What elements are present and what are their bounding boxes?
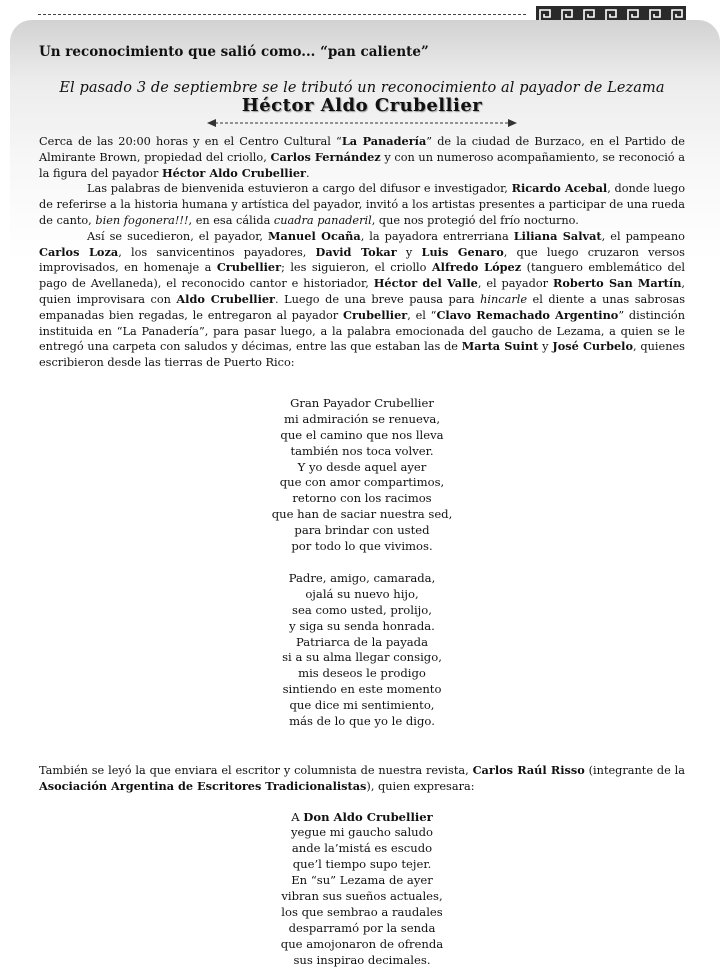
top-dashed-rule [38, 14, 526, 15]
poem-decimas-1 [39, 396, 685, 730]
poem-line: desparramó por la senda [288, 920, 436, 935]
poem-line: también nos toca volver. [290, 443, 434, 458]
poem-line: y siga su senda honrada. [289, 618, 435, 633]
poem-line: yegue mi gaucho saludo [290, 825, 434, 840]
poem-line: que el camino que nos lleva [280, 427, 444, 442]
article-body [39, 134, 685, 371]
poem-line: Patriarca de la payada [295, 634, 429, 649]
poem-line: Gran Payador Crubellier [290, 395, 434, 410]
article-headline: Un reconocimiento que salió como... “pan caliente” [39, 44, 429, 60]
honoree-name: Héctor Aldo Crubellier [241, 95, 483, 116]
poem-line: más de lo que yo le digo. [289, 714, 435, 729]
poem-line: sintiendo en este momento [282, 682, 442, 697]
poem-line: que han de saciar nuestra sed, [271, 507, 453, 522]
poem-line: mi admiración se renueva, [283, 411, 441, 426]
poem-line: retorno con los racimos [292, 491, 432, 506]
article-subhead: El pasado 3 de septiembre se le tributó un reconocimiento al payador de Lezama [59, 80, 665, 96]
poem-line: ojalá su nuevo hijo, [305, 586, 419, 601]
poem-line: Y yo desde aquel ayer [297, 459, 427, 474]
poem-line: que amojonaron de ofrenda [280, 936, 444, 951]
poem-line: que con amor compartimos, [279, 475, 445, 490]
paragraph-1: Cerca de las 20:00 horas y en el Centro Cultural “La Panadería” de la ciudad de Burzaco, en el Partido de Almirante Brown, propiedad del criollo, Carlos Fernández y con un numeroso acompañamiento, se reconoció a la figura del payador Héctor Aldo Crubellier. [39, 134, 685, 180]
poem-line: Padre, amigo, camarada, [288, 570, 436, 585]
poem-decima-risso [39, 810, 685, 969]
article-content [39, 44, 685, 969]
poem-line: sea como usted, prolijo, [292, 602, 432, 617]
poem-line: los que sembrao a raudales [281, 905, 443, 919]
poem-line: sus inspirao decimales. [293, 952, 431, 967]
paragraph-4: También se leyó la que enviara el escritor y columnista de nuestra revista, Carlos Raúl Risso (integrante de la Asociación Argentina de Escritores Tradicionalistas), quien expresara: [39, 762, 685, 793]
poem-line: para brindar con usted [294, 523, 430, 538]
poem-line: ande la’mistá es escudo [291, 841, 433, 856]
double-arrow-divider [207, 118, 517, 128]
poem-line: si a su alma llegar consigo, [282, 650, 442, 665]
paragraph-2: Las palabras de bienvenida estuvieron a cargo del difusor e investigador, Ricardo Acebal, donde luego de referirse a la historia humana y artística del payador, invitó a los artistas presentes a participar de una rueda de canto, bien fogonera!!!, en esa cálida cuadra panaderil, que nos protegió del frío nocturno. [39, 181, 685, 227]
poem-stanza-1 [39, 396, 685, 555]
paragraph-3: Así se sucedieron, el payador, Manuel Ocaña, la payadora entrerriana Liliana Salvat, el pampeano Carlos Loza, los sanvicentinos payadores, David Tokar y Luis Genaro, que luego cruzaron versos improvisados, en homenaje a Crubellier; les siguieron, el criollo Alfredo López (tanguero emblemático del pago de Avellaneda), el reconocido cantor e historiador, Héctor del Valle, el payador Roberto San Martín, quien improvisara con Aldo Crubellier. Luego de una breve pausa para hincarle el diente a unas sabrosas empanadas bien regadas, le entregaron al payador Crubellier, el “Clavo Remachado Argentino” distinción instituida en “La Panadería”, para pasar luego, a la palabra emocionada del gaucho de Lezama, a quien se le entregó una carpeta con saludos y décimas, entre las que estaban las de Marta Suint y José Curbelo, quienes escribieron desde las tierras de Puerto Rico: [39, 228, 685, 370]
poem-line: vibran sus sueños actuales, [281, 889, 443, 904]
poem-line: En “su” Lezama de ayer [291, 873, 433, 888]
poem-line: que’l tiempo supo tejer. [292, 857, 432, 872]
poem-line: por todo lo que vivimos. [291, 539, 433, 554]
poem-stanza-2 [39, 571, 685, 730]
poem-line: mis deseos le prodigo [298, 666, 426, 681]
poem-line: A Don Aldo Crubellier [291, 809, 433, 824]
poem-line: que dice mi sentimiento, [289, 698, 435, 713]
